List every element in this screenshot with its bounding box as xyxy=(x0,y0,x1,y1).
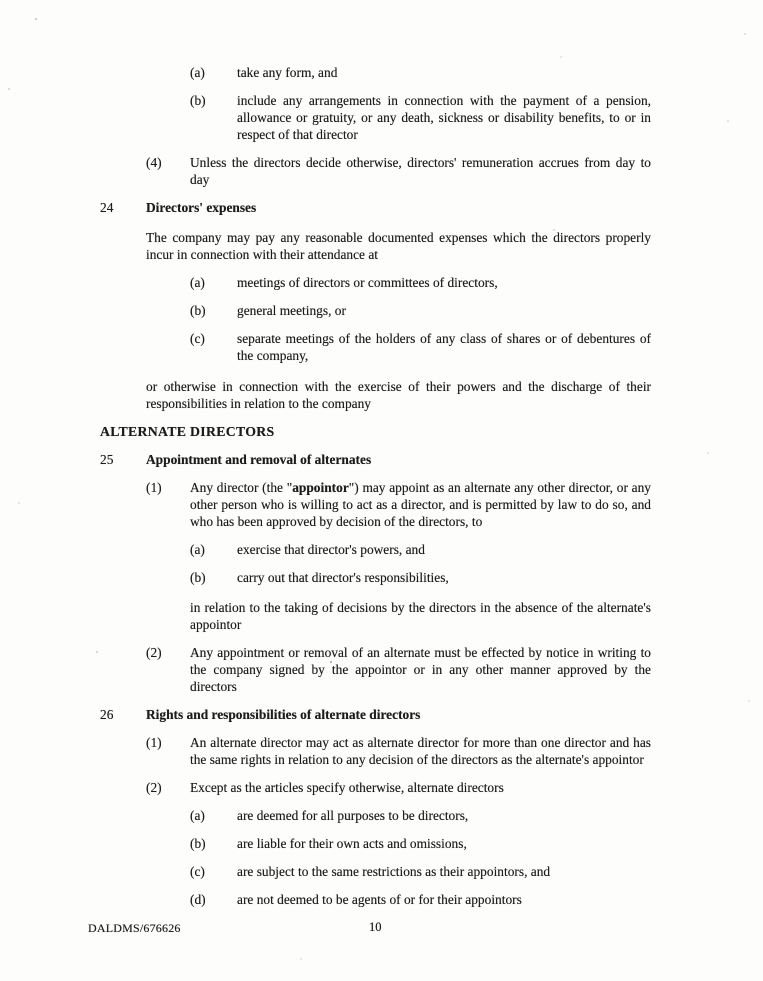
numbered-item xyxy=(146,779,651,796)
list-item xyxy=(190,891,651,908)
item-text: carry out that director's responsibilities, xyxy=(237,569,449,585)
item-text xyxy=(190,479,651,530)
item-text: An alternate director may act as alternate director for more than one director and has the same rights in relation to any decision of the directors as the alternate's appointor xyxy=(190,735,651,768)
numbered-item xyxy=(146,479,651,530)
item-marker: (b) xyxy=(190,303,206,319)
section-title: Appointment and removal of alternates xyxy=(146,451,372,467)
page-number: 10 xyxy=(369,920,382,934)
item-marker: (a) xyxy=(190,541,205,557)
item-text: take any form, and xyxy=(237,65,338,80)
item-text: are subject to the same restrictions as their appointors, and xyxy=(237,864,551,880)
item-text: are deemed for all purposes to be directors, xyxy=(237,808,469,824)
item-text: separate meetings of the holders of any class of shares or of debentures of the company, xyxy=(237,331,651,364)
item-marker: (1) xyxy=(146,735,162,751)
item-marker: (a) xyxy=(190,275,205,291)
numbered-item xyxy=(146,644,651,695)
item-marker: (c) xyxy=(190,864,205,880)
item-text: meetings of directors or committees of directors, xyxy=(237,275,498,291)
item-marker: (a) xyxy=(190,65,205,80)
item-marker: (4) xyxy=(146,155,162,170)
list-item xyxy=(190,302,651,319)
section-number: 26 xyxy=(100,707,114,723)
section-heading xyxy=(100,706,651,723)
numbered-item xyxy=(146,734,651,768)
item-marker: (2) xyxy=(146,645,162,661)
scan-noise xyxy=(0,0,2,2)
list-item xyxy=(190,92,651,143)
item-text: exercise that director's powers, and xyxy=(237,541,425,557)
item-text: are liable for their own acts and omissions, xyxy=(237,836,467,852)
part-heading: ALTERNATE DIRECTORS xyxy=(100,423,275,439)
section-title: Directors' expenses xyxy=(146,200,257,215)
list-item xyxy=(190,569,651,586)
document-reference: DALDMS/676626 xyxy=(88,921,181,935)
item-marker: (a) xyxy=(190,808,205,824)
item-marker: (c) xyxy=(190,331,205,347)
item-text: Except as the articles specify otherwise, alternate directors xyxy=(190,780,504,796)
item-marker: (1) xyxy=(146,479,162,495)
defined-term: appointor xyxy=(292,479,349,495)
item-marker: (b) xyxy=(190,569,206,585)
item-marker: (d) xyxy=(190,892,206,908)
list-item xyxy=(190,863,651,880)
list-item xyxy=(190,64,651,81)
document-content xyxy=(100,64,651,919)
list-item xyxy=(190,274,651,291)
paragraph: in relation to the taking of decisions by the directors in the absence of the alternate's appointor xyxy=(190,600,651,633)
paragraph: or otherwise in connection with the exercise of their powers and the discharge of their responsibilities in relation to the company xyxy=(146,378,651,411)
item-text: Any appointment or removal of an alternate must be effected by notice in writing to the company signed by the appointor or in any other manner approved by the directors xyxy=(190,645,651,695)
list-item xyxy=(190,807,651,824)
item-text: are not deemed to be agents of or for their appointors xyxy=(237,892,522,908)
list-item xyxy=(190,835,651,852)
list-item xyxy=(190,541,651,558)
section-number: 25 xyxy=(100,451,114,467)
item-text-part: ") may appoint as an alternate any other director, or any other person who is willing to act as a director, and is permitted by law to do so, and who has been approved by decision of the directors, to xyxy=(190,479,651,529)
item-marker: (2) xyxy=(146,780,162,796)
section-number: 24 xyxy=(100,200,114,215)
item-text: Unless the directors decide otherwise, directors' remuneration accrues from day to day xyxy=(190,155,651,187)
list-item xyxy=(190,330,651,364)
section-heading xyxy=(100,199,651,216)
item-marker: (b) xyxy=(190,836,206,852)
paragraph: The company may pay any reasonable documented expenses which the directors properly incur in connection with their attendance at xyxy=(146,230,651,263)
section-heading xyxy=(100,451,651,468)
item-text: general meetings, or xyxy=(237,303,346,319)
numbered-item xyxy=(146,154,651,188)
item-text: include any arrangements in connection with the payment of a pension, allowance or gratuity, or any death, sickness or disability benefits, to or in respect of that director xyxy=(237,93,651,142)
item-marker: (b) xyxy=(190,93,206,108)
item-text-part: Any director (the " xyxy=(190,479,293,495)
section-title: Rights and responsibilities of alternate directors xyxy=(146,707,421,723)
